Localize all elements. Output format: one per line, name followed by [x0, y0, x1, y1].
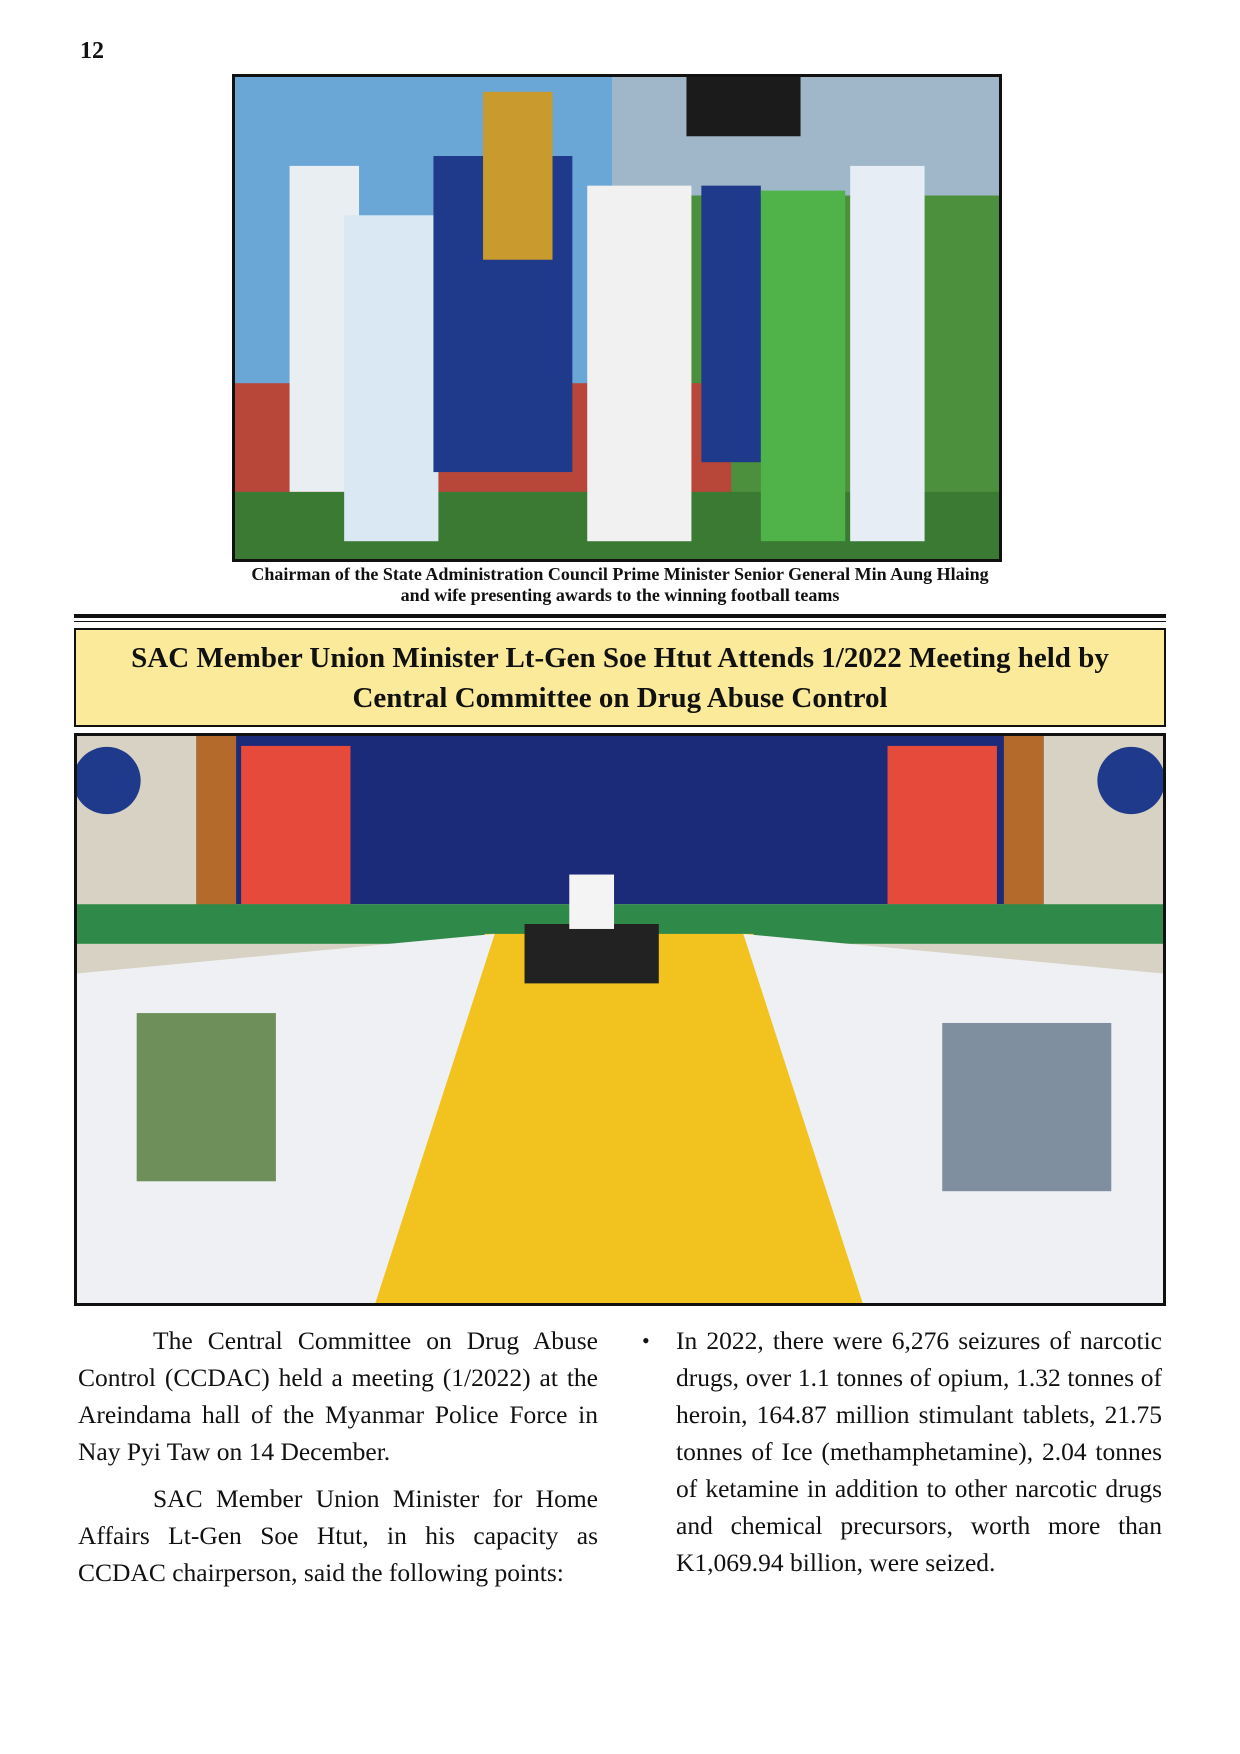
bullet-item-seizures [642, 1322, 1162, 1581]
headline-line-1: SAC Member Union Minister Lt-Gen Soe Htut Attends 1/2022 Meeting held by [131, 641, 1109, 674]
chairperson-seat [569, 875, 614, 929]
award-ceremony-photo [232, 74, 1002, 562]
divider-thick [74, 614, 1166, 618]
person-light-blue-shirt [344, 215, 438, 541]
article-paragraph-1: The Central Committee on Drug Abuse Control (CCDAC) held a meeting (1/2022) at the Areindama hall of the Myanmar Police Force in Nay Pyi Taw on 14 December. [78, 1326, 598, 1466]
caption-line-2: and wife presenting awards to the winning football teams [400, 585, 840, 605]
award-photo-illustration [235, 77, 999, 559]
article-headline-box [74, 628, 1166, 727]
caption-line-1: Chairman of the State Administration Council Prime Minister Senior General Min Aung Hlaing [251, 564, 989, 584]
attendees-left [137, 1013, 276, 1181]
divider-thin [74, 621, 1166, 622]
bullet-icon: • [642, 1328, 650, 1353]
article-column-left [78, 1322, 598, 1601]
attendees-right [942, 1023, 1111, 1191]
side-curtain-left [196, 736, 236, 924]
scoreboard [686, 77, 800, 136]
meeting-photo-illustration [77, 736, 1163, 1303]
meeting-photo [74, 733, 1166, 1306]
woman-green-dress [761, 191, 845, 542]
flags-left [241, 746, 350, 904]
side-curtain-right [1004, 736, 1044, 924]
page-number: 12 [80, 38, 104, 64]
bullet-text-seizures: In 2022, there were 6,276 seizures of narcotic drugs, over 1.1 tonnes of opium, 1.32 tonnes of heroin, 164.87 million stimulant tablets, 21.75 tonnes of Ice (methamphetamine), 2.04 tonnes of ketamine in addition to other narcotic drugs and chemical precursors, worth more than K1,069.94 billion, were seized. [676, 1326, 1162, 1577]
emblem-right [1097, 747, 1163, 814]
monitor-screen [525, 924, 659, 983]
headline-line-2: Central Committee on Drug Abuse Control [352, 681, 888, 714]
award-photo-caption [140, 564, 1100, 606]
article-paragraph-2: SAC Member Union Minister for Home Affairs Lt-Gen Soe Htut, in his capacity as CCDAC chairperson, said the following points: [78, 1484, 598, 1587]
flags-right [888, 746, 997, 904]
article-column-right [642, 1322, 1162, 1581]
senior-general-white-shirt [587, 186, 691, 542]
trophy-cup [483, 92, 552, 260]
player-blue-right [701, 186, 761, 463]
man-right-white-shirt [850, 166, 924, 541]
